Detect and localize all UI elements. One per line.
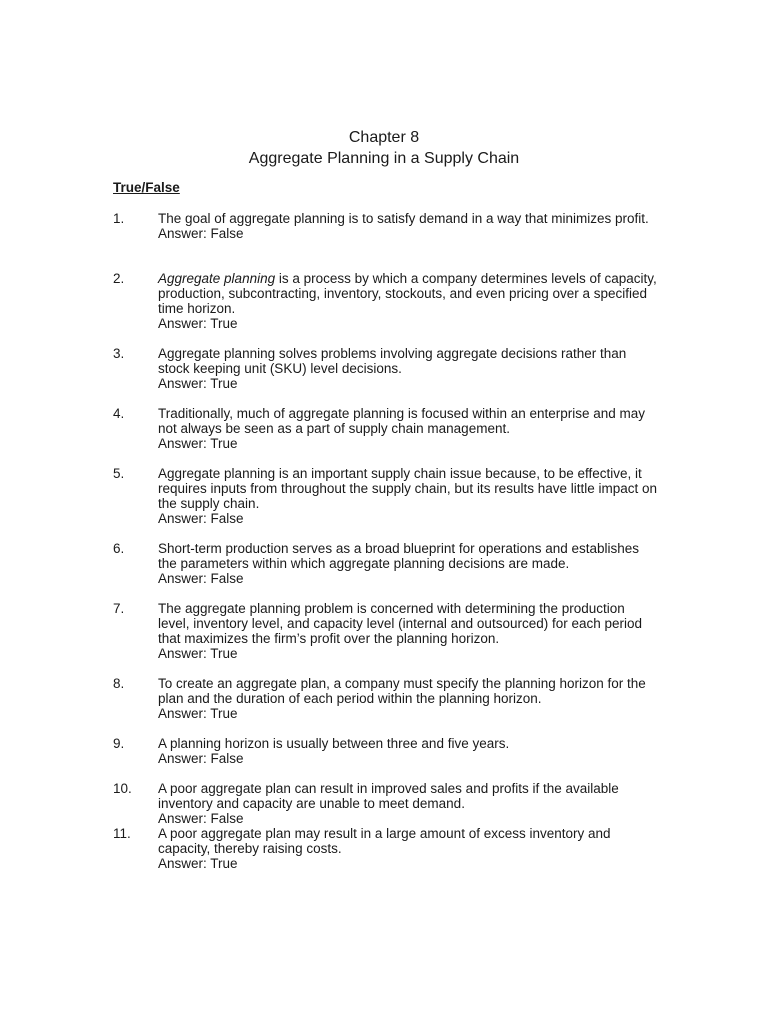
italic-term: Aggregate planning bbox=[158, 271, 276, 286]
question-number: 6. bbox=[113, 541, 125, 556]
question-answer: Answer: True bbox=[158, 646, 238, 661]
question-text: A poor aggregate plan can result in improved sales and profits if the available inventory and capacity are unable to meet demand. bbox=[158, 781, 619, 811]
question-answer: Answer: False bbox=[158, 811, 244, 826]
question-answer: Answer: True bbox=[158, 376, 238, 391]
question-number: 5. bbox=[113, 466, 125, 481]
question-text: A poor aggregate plan may result in a large amount of excess inventory and capacity, thereby raising costs. bbox=[158, 826, 611, 856]
question-text: Aggregate planning is an important supply chain issue because, to be effective, it requires inputs from throughout the supply chain, but its results have little impact on the supply chain. bbox=[158, 466, 658, 511]
question-number: 11. bbox=[113, 826, 131, 841]
question-item bbox=[113, 466, 658, 526]
chapter-label: Chapter 8 bbox=[348, 129, 420, 146]
question-number: 4. bbox=[113, 406, 125, 421]
question-text: Traditionally, much of aggregate planning is focused within an enterprise and may not always be seen as a part of supply chain management. bbox=[158, 406, 646, 436]
question-item bbox=[113, 406, 658, 451]
chapter-title: Aggregate Planning in a Supply Chain bbox=[248, 150, 520, 167]
question-answer: Answer: True bbox=[158, 856, 238, 871]
question-answer: Answer: True bbox=[158, 436, 238, 451]
question-answer: Answer: False bbox=[158, 751, 244, 766]
question-answer: Answer: False bbox=[158, 511, 244, 526]
question-text: A planning horizon is usually between three and five years. bbox=[158, 736, 510, 751]
question-text: Short-term production serves as a broad blueprint for operations and establishes the parameters within which aggregate planning decisions are made. bbox=[158, 541, 640, 571]
question-item bbox=[113, 271, 658, 331]
question-item bbox=[113, 211, 658, 241]
question-text: To create an aggregate plan, a company must specify the planning horizon for the plan and the duration of each period within the planning horizon. bbox=[158, 676, 646, 706]
question-answer: Answer: True bbox=[158, 316, 238, 331]
question-number: 1. bbox=[113, 211, 125, 226]
question-item bbox=[113, 601, 658, 661]
question-item bbox=[113, 676, 658, 721]
question-text: The goal of aggregate planning is to satisfy demand in a way that minimizes profit. bbox=[158, 211, 649, 226]
question-number: 10. bbox=[113, 781, 132, 796]
question-number: 3. bbox=[113, 346, 125, 361]
question-number: 9. bbox=[113, 736, 125, 751]
question-number: 2. bbox=[113, 271, 125, 286]
question-text: The aggregate planning problem is concerned with determining the production level, inventory level, and capacity level (internal and outsourced) for each period that maximizes the firm’s profit over the planning horizon. bbox=[158, 601, 643, 646]
title-block bbox=[0, 128, 768, 169]
question-number: 7. bbox=[113, 601, 125, 616]
question-answer: Answer: False bbox=[158, 571, 244, 586]
question-item bbox=[113, 781, 658, 826]
question-answer: Answer: True bbox=[158, 706, 238, 721]
question-text: Aggregate planning solves problems involving aggregate decisions rather than stock keeping unit (SKU) level decisions. bbox=[158, 346, 627, 376]
question-item bbox=[113, 346, 658, 391]
question-item bbox=[113, 541, 658, 586]
question-text-rest: is a process by which a company determines levels of capacity, production, subcontracting, inventory, stockouts, and even pricing over a specified time horizon. bbox=[158, 271, 657, 316]
question-text bbox=[158, 271, 658, 316]
question-answer: Answer: False bbox=[158, 226, 244, 241]
section-heading: True/False bbox=[113, 180, 180, 195]
question-item bbox=[113, 826, 658, 871]
question-item bbox=[113, 736, 658, 766]
question-number: 8. bbox=[113, 676, 125, 691]
